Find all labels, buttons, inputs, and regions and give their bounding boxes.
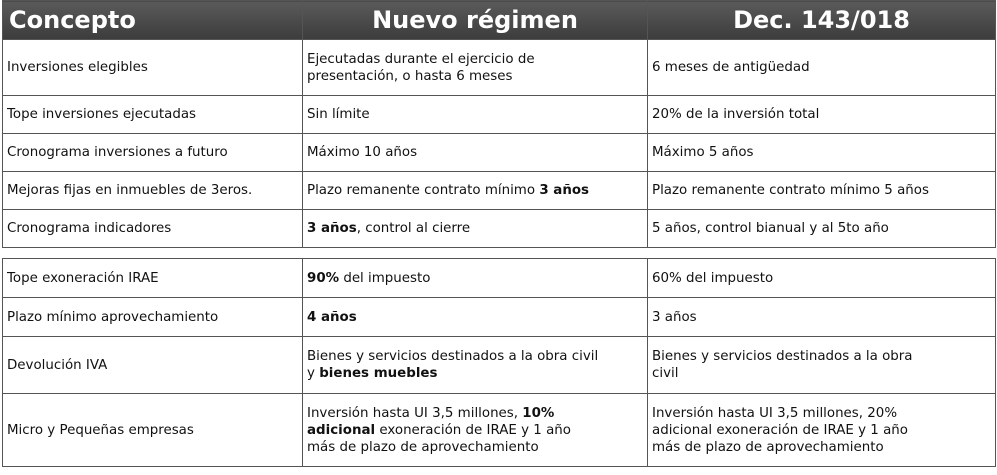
cell-text: Inversión hasta UI 3,5 millones,: [307, 405, 523, 421]
cell-text: Plazo remanente contrato mínimo: [307, 183, 540, 198]
nuevo-cell: [303, 172, 648, 210]
nuevo-cell: [303, 259, 648, 298]
header-concepto: Concepto: [3, 1, 303, 40]
nuevo-cell: [303, 337, 648, 394]
table-row: [3, 210, 996, 248]
cell-text: y: [307, 366, 320, 381]
dec-cell: 6 meses de antigüedad: [648, 40, 996, 96]
cell-line: Bienes y servicios destinados a la obra civil: [307, 349, 599, 364]
table-row: [3, 259, 996, 298]
header-nuevo-regimen: Nuevo régimen: [303, 1, 648, 40]
header-dec: Dec. 143/018: [648, 1, 996, 40]
dec-cell: 5 años, control bianual y al 5to año: [648, 210, 996, 248]
nuevo-cell: [303, 298, 648, 337]
cell-line: Inversión hasta UI 3,5 millones, 20%: [652, 405, 898, 421]
concepto-cell: Cronograma inversiones a futuro: [3, 134, 303, 172]
dec-cell: 3 años: [648, 298, 996, 337]
cell-line: presentación, o hasta 6 meses: [307, 68, 513, 84]
cell-text: , control al cierre: [356, 221, 471, 236]
dec-cell: Máximo 5 años: [648, 134, 996, 172]
cell-bold-text: 4 años: [307, 309, 357, 325]
cell-bold-text: adicional: [307, 422, 376, 438]
group-gap: [3, 248, 996, 259]
cell-line: Ejecutadas durante el ejercicio de: [307, 51, 535, 67]
concepto-cell: Devolución IVA: [3, 337, 303, 394]
concepto-cell: Mejoras fijas en inmuebles de 3eros.: [3, 172, 303, 210]
dec-cell: 20% de la inversión total: [648, 96, 996, 134]
table-row: [3, 337, 996, 394]
cell-text: del impuesto: [339, 270, 431, 286]
concepto-cell: Tope exoneración IRAE: [3, 259, 303, 298]
cell-line: Bienes y servicios destinados a la obra: [652, 349, 913, 364]
nuevo-cell: [303, 40, 648, 96]
dec-cell: [648, 337, 996, 394]
cell-bold-text: 10%: [522, 405, 555, 421]
dec-cell: [648, 394, 996, 467]
cell-line: adicional exoneración de IRAE y 1 año: [652, 422, 908, 438]
table-row: [3, 96, 996, 134]
cell-bold-text: 3 años: [539, 183, 590, 198]
nuevo-cell: Máximo 10 años: [303, 134, 648, 172]
cell-bold-text: 90%: [307, 270, 340, 286]
nuevo-cell: Sin límite: [303, 96, 648, 134]
comparison-table: [2, 0, 996, 467]
nuevo-cell: [303, 210, 648, 248]
cell-line: civil: [652, 366, 679, 381]
cell-line: más de plazo de aprovechamiento: [307, 439, 539, 455]
concepto-cell: Cronograma indicadores: [3, 210, 303, 248]
table-row: [3, 394, 996, 467]
cell-text: exoneración de IRAE y 1 año: [375, 422, 571, 438]
cell-bold-text: 3 años: [307, 221, 357, 236]
header-row: [3, 1, 996, 40]
concepto-cell: Plazo mínimo aprovechamiento: [3, 298, 303, 337]
cell-line: más de plazo de aprovechamiento: [652, 439, 884, 455]
table-row: [3, 134, 996, 172]
nuevo-cell: [303, 394, 648, 467]
dec-cell: Plazo remanente contrato mínimo 5 años: [648, 172, 996, 210]
table-row: [3, 40, 996, 96]
table-row: [3, 298, 996, 337]
cell-bold-text: bienes muebles: [319, 366, 438, 381]
concepto-cell: Micro y Pequeñas empresas: [3, 394, 303, 467]
concepto-cell: Tope inversiones ejecutadas: [3, 96, 303, 134]
concepto-cell: Inversiones elegibles: [3, 40, 303, 96]
table-row: [3, 172, 996, 210]
dec-cell: 60% del impuesto: [648, 259, 996, 298]
